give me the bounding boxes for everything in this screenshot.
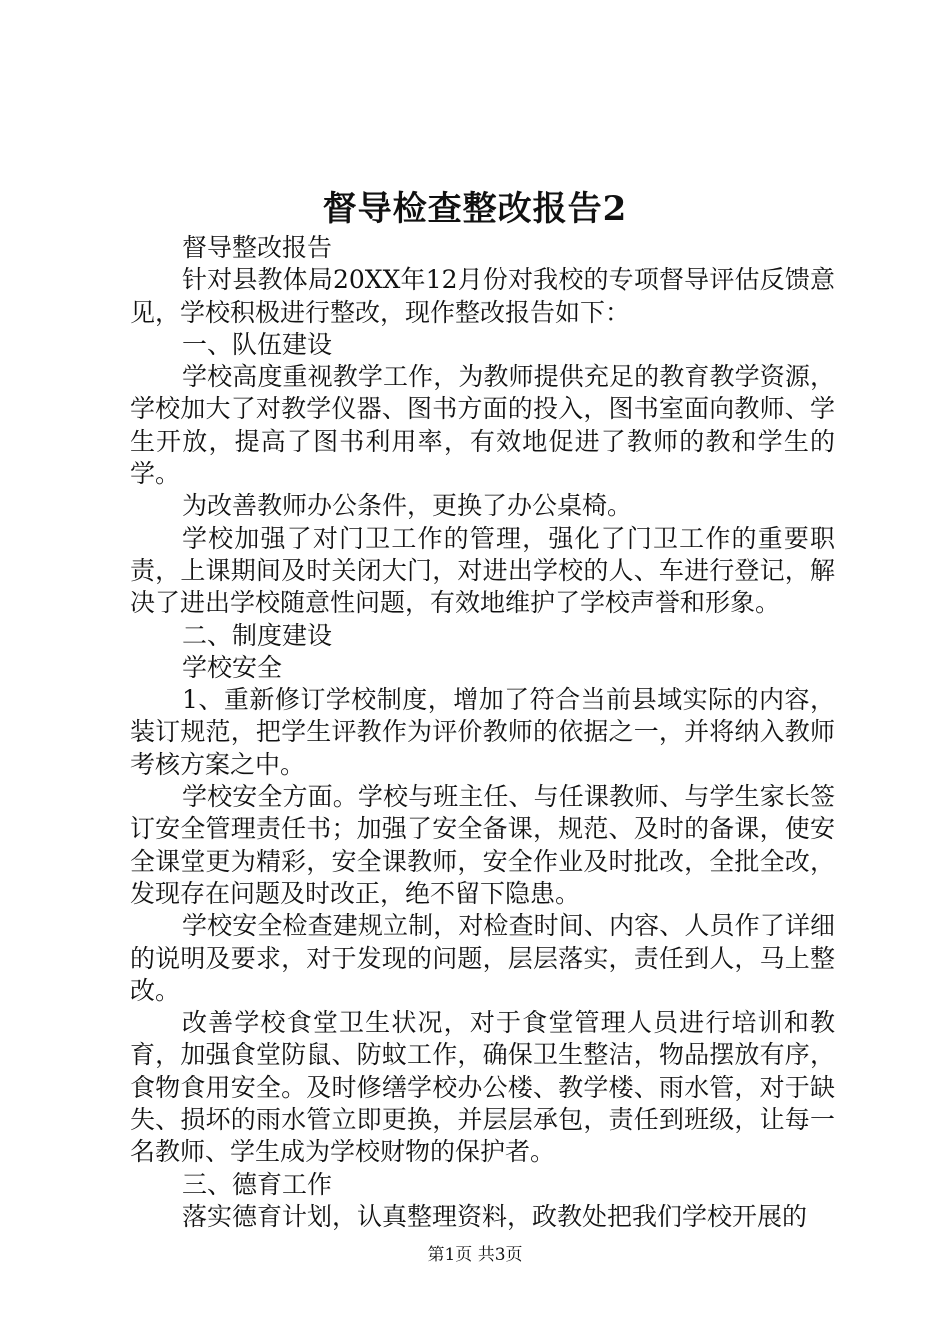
- document-body: [130, 232, 835, 1233]
- paragraph-gatekeeping: 学校加强了对门卫工作的管理，强化了门卫工作的重要职责，上课期间及时关闭大门，对进出学校的人、车进行登记，解决了进出学校随意性问题，有效地维护了学校声誉和形象。: [130, 523, 835, 618]
- paragraph-safety-inspection: 学校安全检查建规立制，对检查时间、内容、人员作了详细的说明及要求，对于发现的问题，层层落实，责任到人，马上整改。: [130, 911, 835, 1005]
- paragraph-revise-rules: 1、重新修订学校制度，增加了符合当前县域实际的内容，装订规范，把学生评教作为评价教师的依据之一，并将纳入教师考核方案之中。: [130, 685, 835, 779]
- paragraph-subtitle: 督导整改报告: [182, 233, 333, 262]
- document-title: 督导检查整改报告2: [322, 189, 628, 229]
- subheading-school-safety: 学校安全: [182, 652, 283, 682]
- paragraph-office-conditions: 为改善教师办公条件，更换了办公桌椅。: [182, 491, 633, 521]
- heading-team-building: 一、队伍建设: [182, 329, 333, 359]
- paragraph-intro: 针对县教体局20XX年12月份对我校的专项督导评估反馈意见，学校积极进行整改，现作整改报告如下：: [130, 265, 835, 327]
- paragraph-safety-responsibility: 学校安全方面。学校与班主任、与任课教师、与学生家长签订安全管理责任书；加强了安全备课，规范、及时的备课，使安全课堂更为精彩，安全课教师，安全作业及时批改，全批全改，发现存在问题及时改正，绝不留下隐患。: [130, 782, 835, 908]
- page-footer: 第1页 共3页: [427, 1245, 523, 1265]
- paragraph-moral-plan: 落实德育计划，认真整理资料，政教处把我们学校开展的: [182, 1201, 808, 1231]
- paragraph-teaching-resources: 学校高度重视教学工作，为教师提供充足的教育教学资源，学校加大了对教学仪器、图书方面的投入，图书室面向教师、学生开放，提高了图书利用率，有效地促进了教师的教和学生的学。: [130, 362, 835, 489]
- heading-moral-education: 三、德育工作: [182, 1169, 333, 1199]
- paragraph-canteen-hygiene: 改善学校食堂卫生状况，对于食堂管理人员进行培训和教育，加强食堂防鼠、防蚊工作，确保卫生整洁，物品摆放有序，食物食用安全。及时修缮学校办公楼、教学楼、雨水管，对于缺失、损坏的雨水管立即更换，并层层承包，责任到班级，让每一名教师、学生成为学校财物的保护者。: [130, 1008, 835, 1167]
- heading-system-building: 二、制度建设: [182, 620, 333, 650]
